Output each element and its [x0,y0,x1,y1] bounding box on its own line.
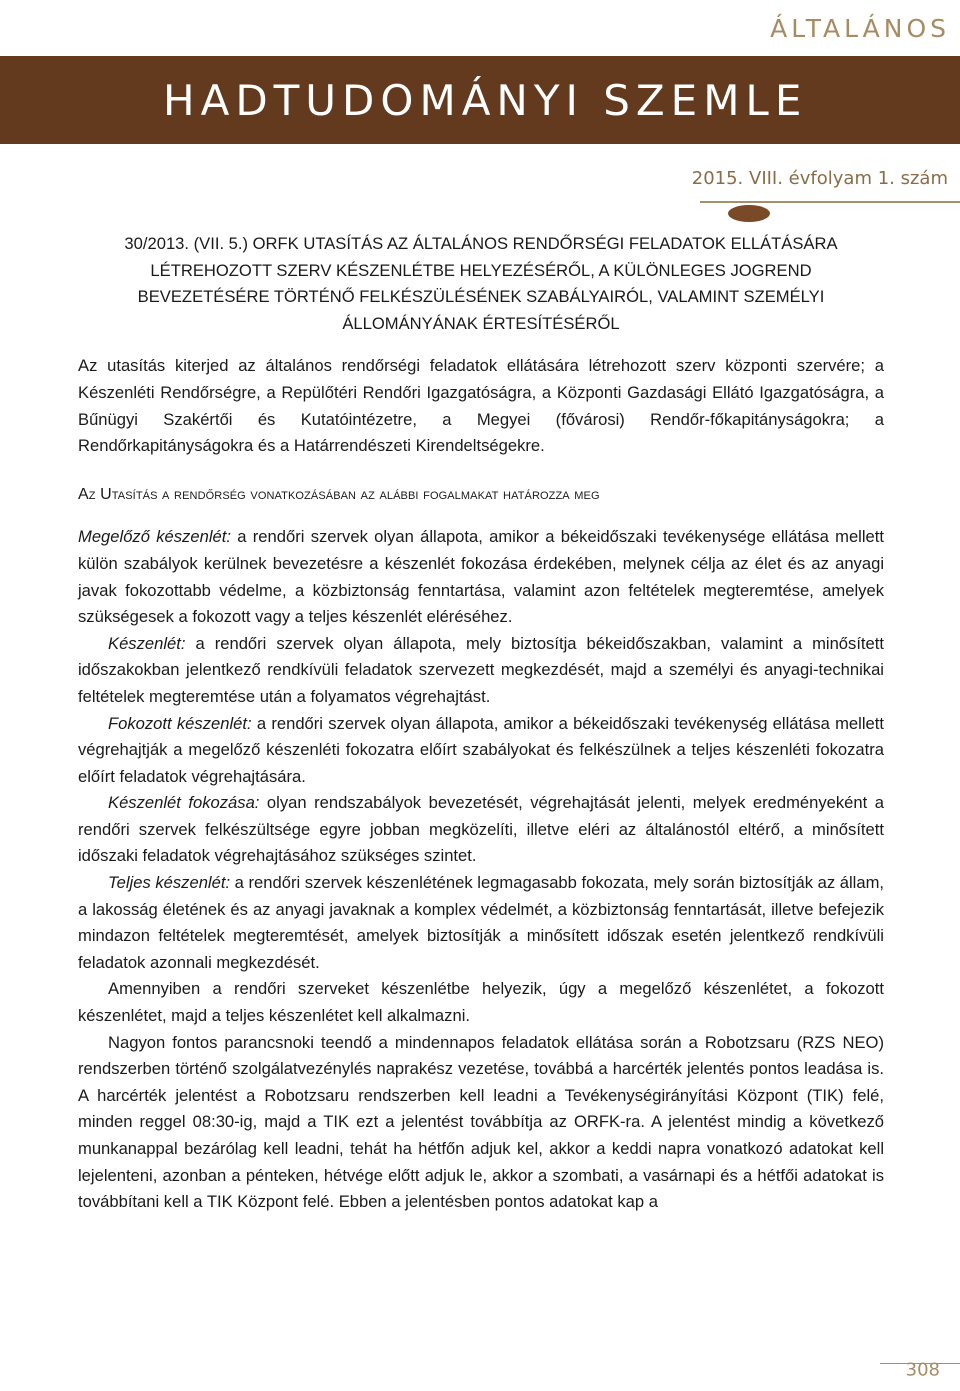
definition-term: Megelőző készenlét: [78,527,231,547]
definition-paragraph [78,524,884,630]
divider-ornament [728,205,770,222]
document-heading: 30/2013. (VII. 5.) ORFK UTASÍTÁS AZ ÁLTALÁNOS RENDŐRSÉGI FELADATOK ELLÁTÁSÁRA LÉTREHOZOTT SZERV KÉSZENLÉTBE HELYEZÉSÉRŐL, A KÜLÖNLEGES JOGREND BEVEZETÉSÉRE TÖRTÉNŐ FELKÉSZÜLÉSÉNEK SZABÁLYAIRÓL, VALAMINT SZEMÉLYI ÁLLOMÁNYÁNAK ÉRTESÍTÉSÉRŐL [124,234,838,333]
page-number: 308 [905,1359,940,1381]
journal-title: HADTUDOMÁNYI SZEMLE [163,76,808,125]
definition-text: a rendőri szervek olyan állapota, mely biztosítja békeidőszakban, valamint a minősített időszakokban jelentkező rendkívüli feladatok szervezett megkezdését, majd a személyi és anyagi-technikai feltételek megteremtése után a folyamatos végrehajtást. [78,633,884,706]
definition-paragraph [78,711,884,791]
section-label: ÁLTALÁNOS [770,14,950,43]
definition-paragraph [78,790,884,870]
definition-paragraph [78,631,884,711]
definition-term: Teljes készenlét: [108,873,231,893]
article-body [78,231,884,1216]
body-paragraph: Amennyiben a rendőri szerveket készenlétbe helyezik, úgy a megelőző készenlétet, a fokozott készenlétet, majd a teljes készenlétet kell alkalmazni. [78,979,884,1026]
issue-info: 2015. VIII. évfolyam 1. szám [691,168,948,189]
body-paragraph: Nagyon fontos parancsnoki teendő a mindennapos feladatok ellátása során a Robotzsaru (RZS NEO) rendszerben történő szolgálatvezénylés naprakész vezetése, továbbá a harcérték jelentés pontos leadása is. A harcérték jelentést a Robotzsaru rendszerben kell leadni a Tevékenységirányítási Központ (TIK) felé, minden reggel 08:30-ig, majd a TIK ezt a jelentést továbbítja az ORFK-ra. A jelentést mindig a következő munkanappal bezárólag kell leadni, tehát ha hétfőn adjuk kel, akkor a keddi napra vonatkozó adatokat kell lejelenteni, azonban a pénteken, hétvége előtt adjuk le, akkor a szombati, a vasárnapi és a hétfői adatokat is továbbítani kell a TIK Központ felé. Ebben a jelentésben pontos adatokat kap a [78,1032,884,1212]
definition-text: olyan rendszabályok bevezetését, végrehajtását jelenti, melyek eredményeként a rendőri szervek felkészültsége egyre jobban megközelíti, illetve eléri az általánostól eltérő, a minősített időszaki feladatok végrehajtásához szükséges szintet. [78,793,884,866]
definition-text: a rendőri szervek olyan állapota, amikor a békeidőszaki tevékenység ellátása mellett végrehajtják a megelőző készenléti fokozatra előírt szabályokat és felkészülnek a teljes készenléti fokozatra előírt feladatok végrehajtására. [78,713,884,786]
header-divider [700,201,960,203]
definition-text: a rendőri szervek olyan állapota, amikor a békeidőszaki tevékenysége ellátása mellett külön szabályok kerülnek bevezetésre a készenlét fokozása érdekében, melynek célja az élet és az anyagi javak fokozottabb védelme, a közbiztonság fenntartása, valamint azon feltételek megteremtése, amelyek szükségesek a fokozott vagy a teljes készenlét eléréséhez. [78,527,884,627]
section-subheading: Az Utasítás a rendőrség vonatkozásában az alábbi fogalmakat határozza meg [78,485,600,503]
definition-paragraph [78,870,884,976]
definition-term: Készenlét: [108,633,186,653]
definition-term: Fokozott készenlét: [108,713,252,733]
definition-text: a rendőri szervek készenlétének legmagasabb fokozata, mely során biztosítják az állam, a lakosság életének és az anyagi javaknak a komplex védelmét, a közbiztonság fenntartását, illetve befejezik mindazon feltételek megteremtését, amelyek biztosítják a minősített időszak esetén jelentkező rendkívüli feladatok azonnali megkezdését. [78,873,885,972]
scope-paragraph: Az utasítás kiterjed az általános rendőrségi feladatok ellátására létrehozott szerv központi szervére; a Készenléti Rendőrségre, a Repülőtéri Rendőri Igazgatóságra, a Központi Gazdasági Ellátó Igazgatóságra, a Bűnügyi Szakértői és Kutatóintézetre, a Megyei (fővárosi) Rendőr-főkapitányságokra; a Rendőrkapitányságokra és a Határrendészeti Kirendeltségekre. [78,356,884,456]
definition-term: Készenlét fokozása: [108,793,260,813]
